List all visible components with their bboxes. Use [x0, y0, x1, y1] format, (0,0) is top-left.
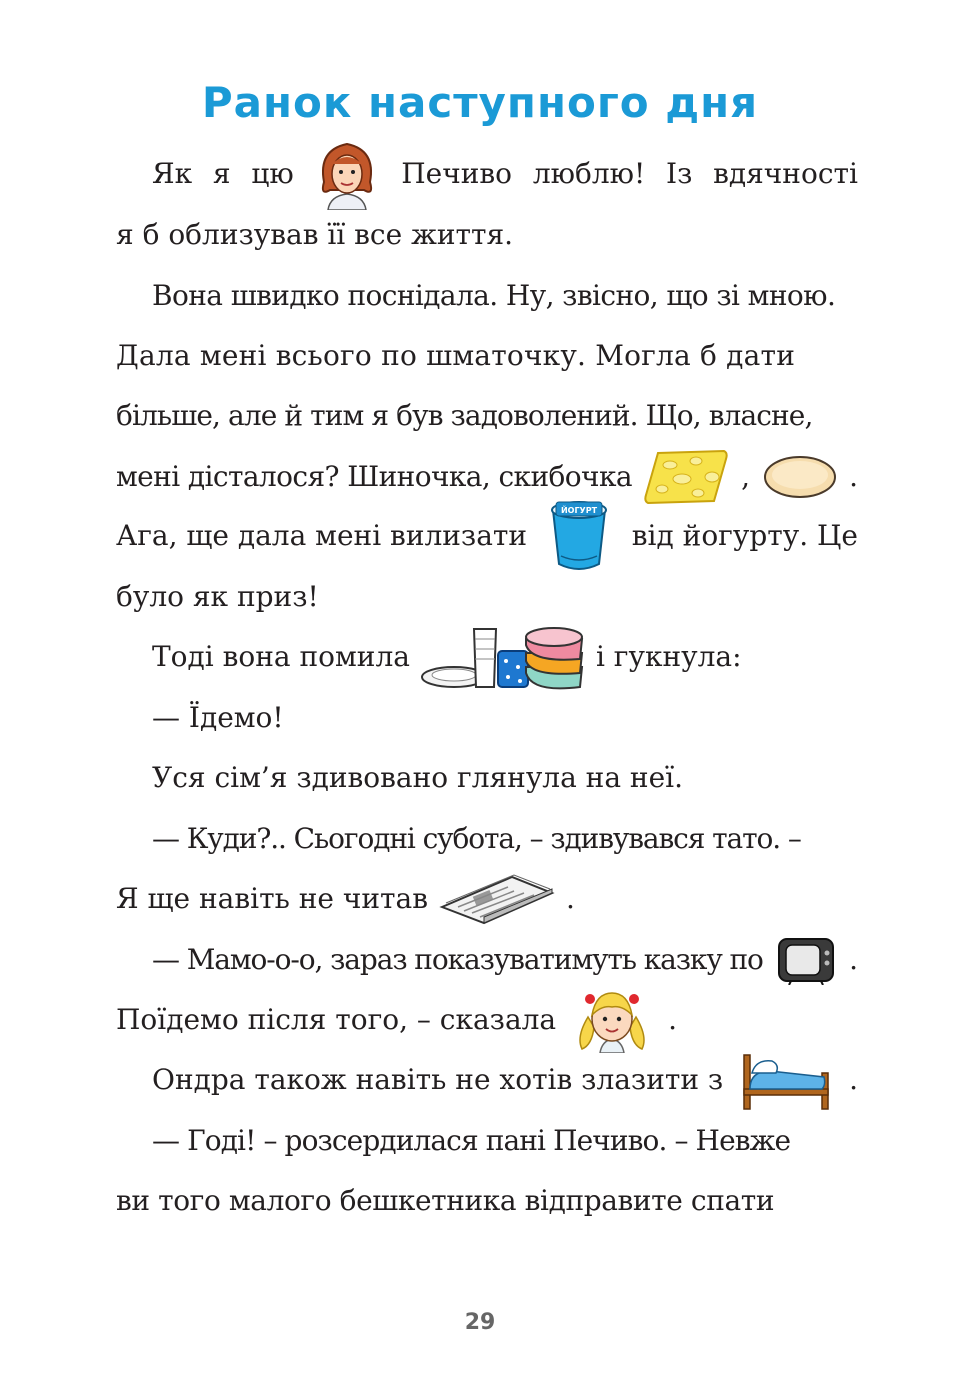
text-segment: мені дісталося? Шиночка, скибочка: [116, 460, 632, 493]
period: .: [668, 1003, 678, 1036]
text-line: [116, 869, 858, 929]
page-number: 29: [464, 1310, 496, 1335]
text-segment: від йогурту. Це: [631, 519, 858, 552]
text-line: — Їдемо!: [152, 701, 284, 734]
text-line: більше, але й тим я був задоволений. Що, власне,: [116, 399, 813, 432]
text-line: Уся сім’я здивовано глянула на неї.: [152, 761, 684, 794]
period: .: [849, 460, 858, 493]
text-line: [152, 144, 858, 204]
text-line: Вона швидко поснідала. Ну, звісно, що зі мною.: [152, 279, 836, 312]
text-line: було як приз!: [116, 580, 319, 613]
text-segment: — Мамо-о-о, зараз показуватимуть казку по: [152, 943, 763, 976]
tv-icon: [777, 935, 835, 985]
newspaper-icon: [438, 873, 556, 925]
text-segment: Ондра також навіть не хотів злазити з: [152, 1063, 724, 1096]
text-segment: Поїдемо після того, – сказала: [116, 1003, 557, 1036]
text-line: [116, 990, 858, 1050]
text-line: Дала мені всього по шматочку. Могла б дати: [116, 339, 796, 372]
woman-portrait-icon: [314, 138, 380, 210]
word: цю: [251, 157, 294, 190]
word: Як: [152, 157, 193, 190]
word: Із: [666, 157, 693, 190]
word: вдячності: [713, 157, 858, 190]
text-line: — Куди?.. Сьогодні субота, – здивувався тато. –: [152, 822, 801, 855]
comma: ,: [741, 460, 750, 493]
text-segment: і гукнула:: [595, 640, 742, 673]
text-line: [152, 627, 858, 687]
text-line: [152, 930, 858, 990]
text-segment: Тоді вона помила: [152, 640, 410, 673]
period: .: [849, 1063, 858, 1096]
text-segment: Ага, ще дала мені вилизати: [116, 519, 528, 552]
text-line: [116, 506, 858, 566]
text-line: [152, 1050, 858, 1110]
page-title: Ранок наступного дня: [201, 78, 759, 127]
yogurt-cup-icon: [547, 498, 611, 574]
period: .: [565, 882, 575, 915]
bed-icon: [740, 1049, 832, 1111]
text-line: — Годі! – розсердилася пані Печиво. – Невже: [152, 1124, 791, 1157]
text-segment: Я ще навіть не читав: [116, 882, 428, 915]
word: я: [212, 157, 231, 190]
girl-portrait-icon: [566, 987, 658, 1053]
period: .: [849, 943, 858, 976]
bread-icon: [762, 454, 838, 500]
dishes-icon: [420, 621, 586, 693]
text-line: [116, 447, 858, 507]
yogurt-label: ЙОГУРТ: [561, 506, 598, 515]
word: люблю!: [532, 157, 646, 190]
word: Печиво: [401, 157, 513, 190]
text-line: ви того малого бешкетника відправите спати: [116, 1184, 775, 1217]
cheese-icon: [644, 449, 730, 505]
text-line: я б облизував її все життя.: [116, 218, 514, 251]
